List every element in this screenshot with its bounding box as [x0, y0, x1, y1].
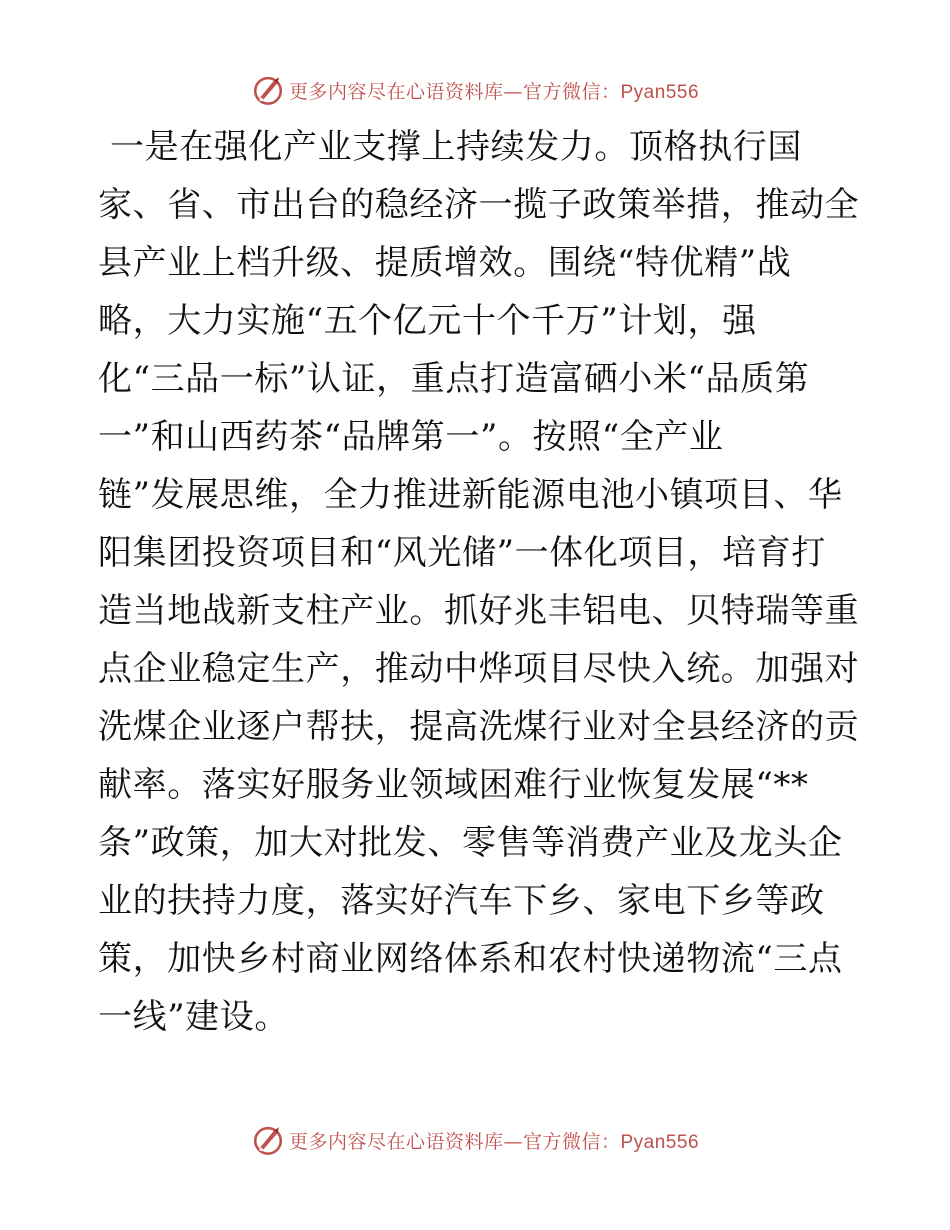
paragraph-line: 县产业上档升级、提质增效。围绕“特优精”战 [98, 243, 792, 283]
document-body [98, 118, 860, 1046]
paragraph-line: 一是在强化产业支撑上持续发力。顶格执行国 [110, 127, 802, 167]
paragraph-line: 献率。落实好服务业领域困难行业恢复发展“** [98, 765, 809, 805]
header-banner [0, 70, 950, 110]
paragraph-line: 阳集团投资项目和“风光储”一体化项目，培育打 [98, 533, 826, 573]
paragraph-line: 链”发展思维，全力推进新能源电池小镇项目、华 [98, 475, 843, 515]
banner-text: 更多内容尽在心语资料库—官方微信：Pyan556 [288, 80, 700, 103]
banner-handle: Pyan556 [620, 1131, 700, 1153]
paragraph-line: 条”政策，加大对批发、零售等消费产业及龙头企 [98, 823, 843, 863]
paragraph-line: 造当地战新支柱产业。抓好兆丰铝电、贝特瑞等重 [98, 591, 860, 631]
quill-pen-logo-icon [251, 1123, 285, 1157]
paragraph-line: 家、省、市出台的稳经济一揽子政策举措，推动全 [98, 185, 860, 225]
paragraph-line: 点企业稳定生产，推动中烨项目尽快入统。加强对 [98, 649, 860, 689]
quill-pen-logo-icon [251, 73, 285, 107]
paragraph-line: 略，大力实施“五个亿元十个千万”计划，强 [98, 301, 757, 341]
banner-text: 更多内容尽在心语资料库—官方微信：Pyan556 [288, 1130, 700, 1153]
footer-banner [0, 1120, 950, 1160]
paragraph-line: 一线”建设。 [98, 997, 289, 1037]
paragraph-line: 策，加快乡村商业网络体系和农村快递物流“三点 [98, 939, 843, 979]
paragraph-line: 业的扶持力度，落实好汽车下乡、家电下乡等政 [98, 881, 825, 921]
paragraph-line: 洗煤企业逐户帮扶，提高洗煤行业对全县经济的贡 [98, 707, 860, 747]
paragraph-line: 一”和山西药茶“品牌第一”。按照“全产业 [98, 417, 724, 457]
banner-handle: Pyan556 [620, 81, 700, 103]
paragraph-line: 化“三品一标”认证，重点打造富硒小米“品质第 [98, 359, 810, 399]
